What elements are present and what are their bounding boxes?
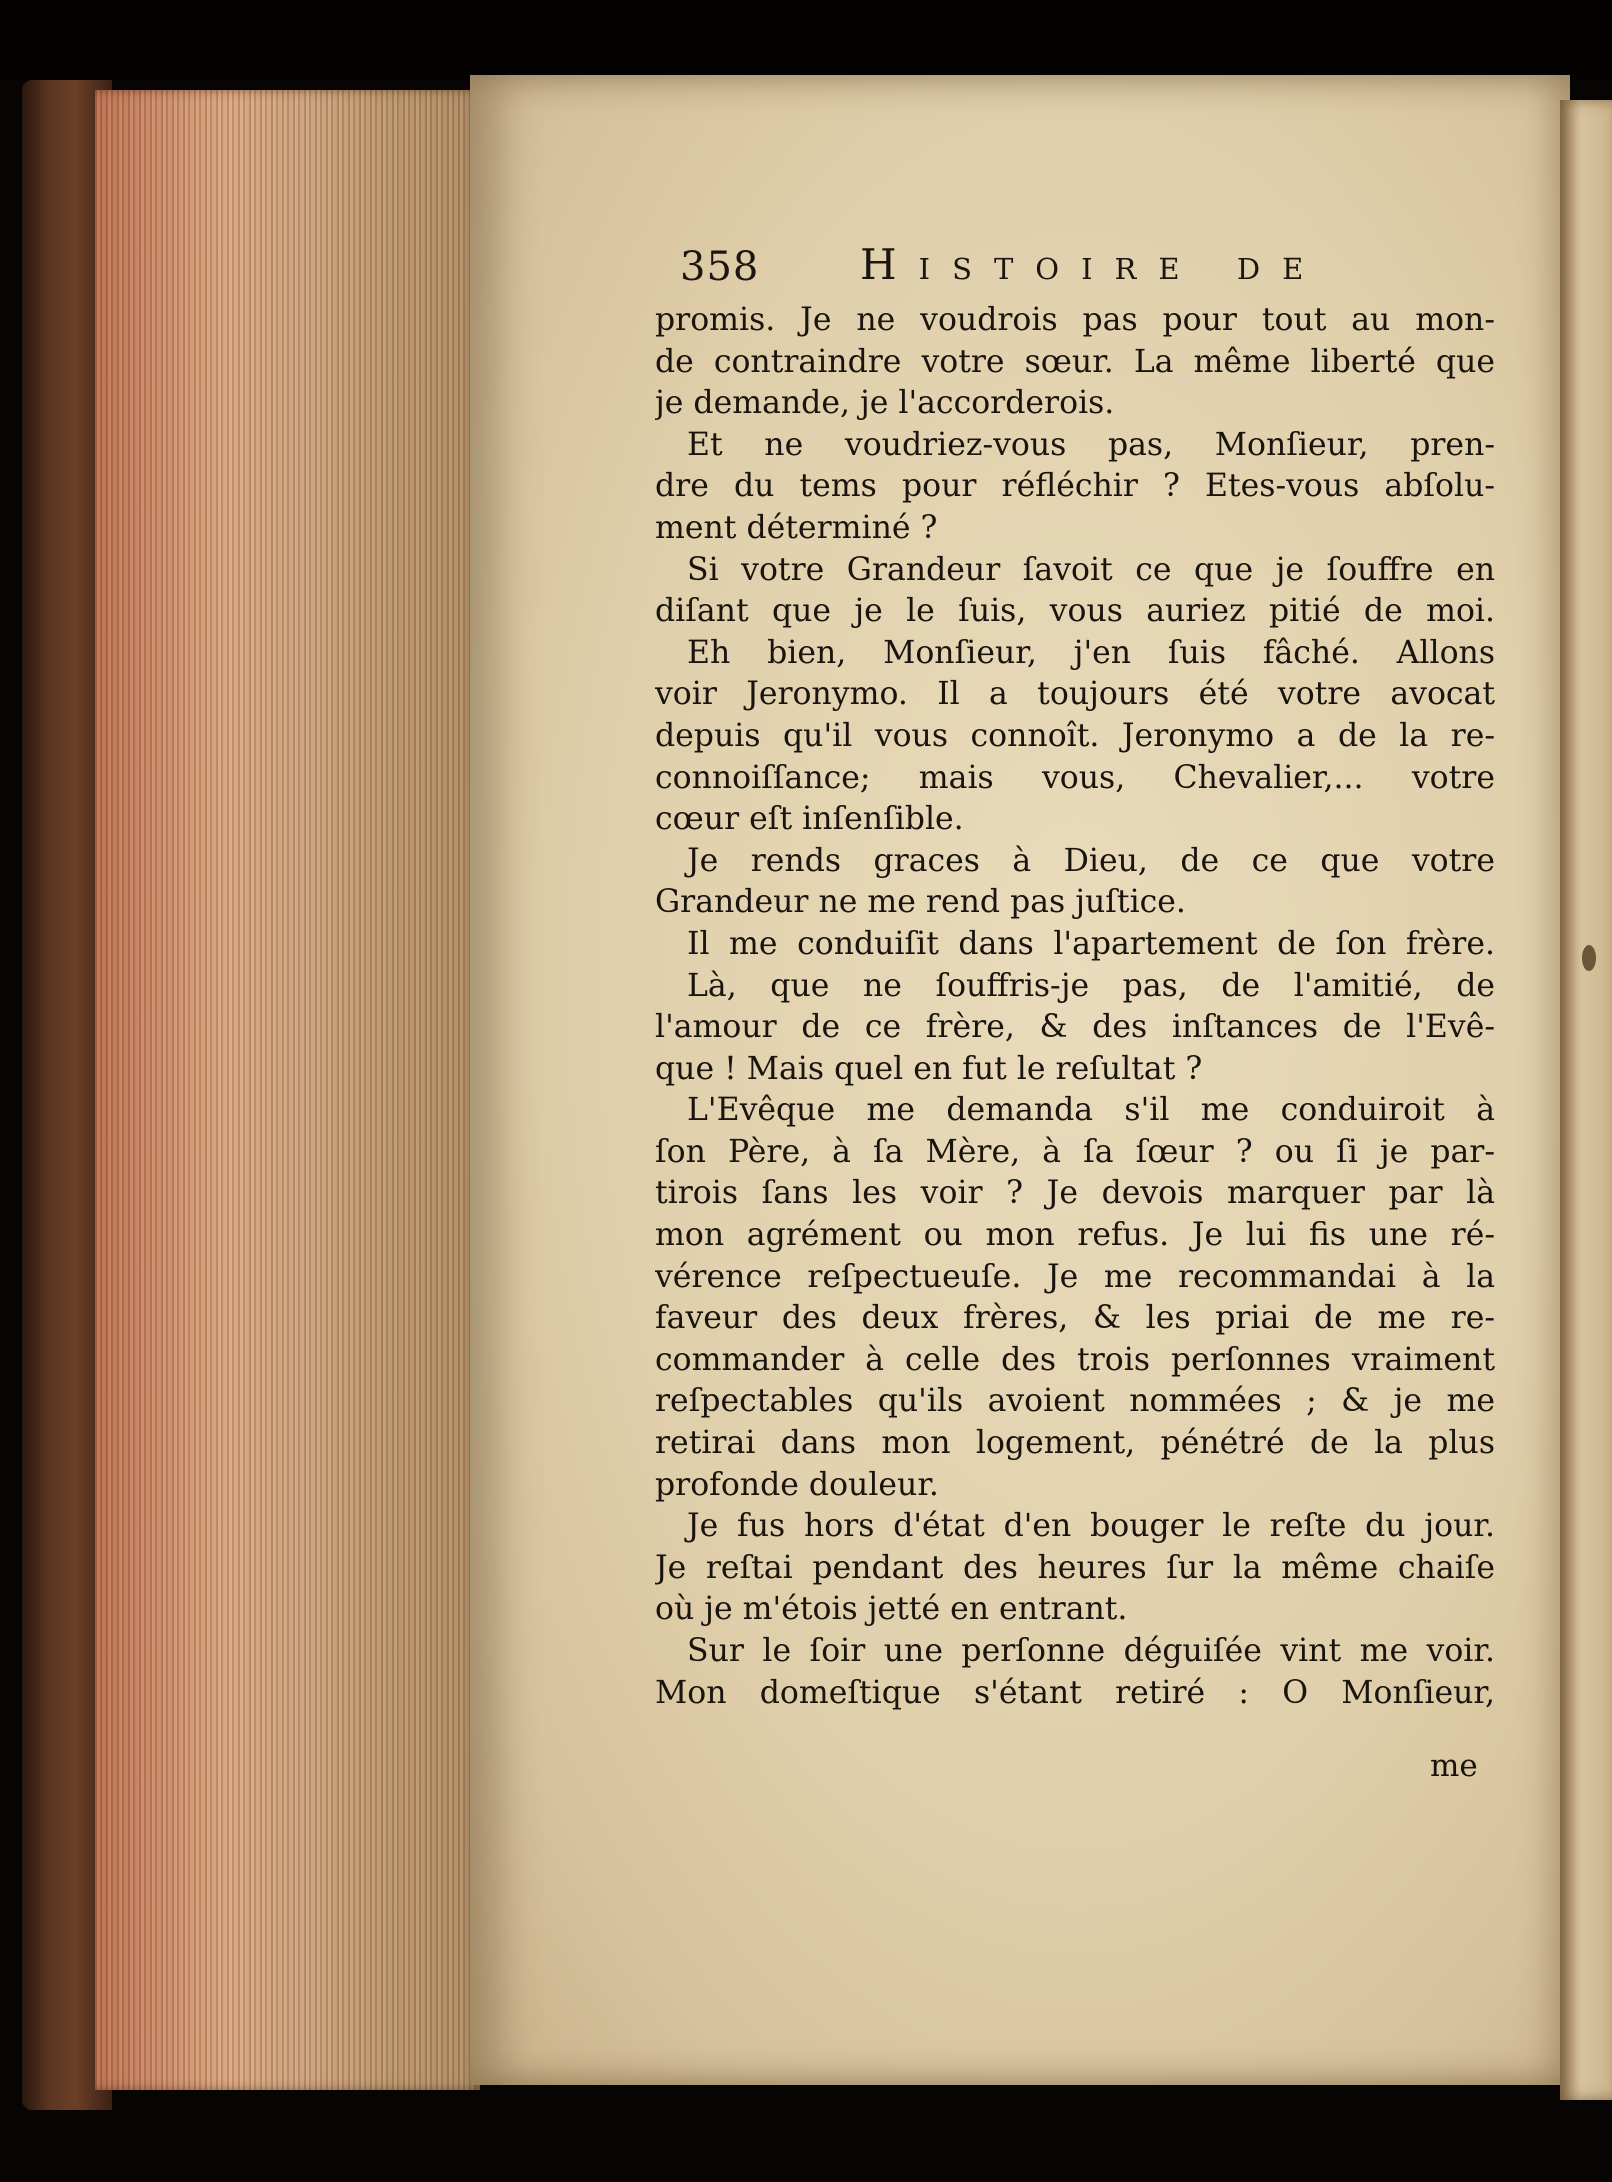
text-line: Je rends graces à Dieu, de ce que votre — [687, 842, 1495, 879]
running-title: Histoire de — [860, 240, 1326, 289]
text-line: Là, que ne ſouffris-je pas, de l'amitié, de — [687, 967, 1495, 1004]
text-line: diſant que je le ſuis, vous auriez pitié de moi. — [655, 593, 1495, 630]
text-line: Je reſtai pendant des heures ſur la même chaiſe — [655, 1549, 1495, 1586]
facing-page-edge — [1560, 100, 1612, 2100]
text-line: Grandeur ne me rend pas juſtice. — [655, 884, 1186, 921]
body-text — [655, 300, 1495, 1714]
text-line: où je m'étois jetté en entrant. — [655, 1591, 1128, 1628]
text-line: je demande, je l'accorderois. — [655, 385, 1115, 422]
text-line: faveur des deux frères, & les priai de me re- — [655, 1300, 1495, 1337]
text-line: Sur le ſoir une perſonne déguiſée vint me voir. — [687, 1633, 1495, 1669]
text-line: que ! Mais quel en fut le reſultat ? — [655, 1050, 1203, 1087]
text-line: mon agrément ou mon refus. Je lui fis une ré- — [655, 1217, 1495, 1254]
text-line: Je fus hors d'état d'en bouger le reſte du jour. — [687, 1508, 1495, 1545]
text-line: connoiſſance; mais vous, Chevalier,... votre — [655, 759, 1495, 796]
page-edges-stack — [95, 90, 480, 2090]
text-line: vérence reſpectueuſe. Je me recommandai à la — [655, 1258, 1495, 1295]
text-line: Mon domeſtique s'étant retiré : O Monſieur, — [655, 1674, 1495, 1711]
binding-hole — [1582, 945, 1596, 971]
text-line: l'amour de ce frère, & des inſtances de l'Evê- — [655, 1009, 1495, 1046]
text-line: profonde douleur. — [655, 1466, 939, 1503]
text-line: ſon Père, à ſa Mère, à ſa ſœur ? ou ſi je par- — [655, 1133, 1495, 1170]
text-line: commander à celle des trois perſonnes vraiment — [655, 1341, 1495, 1378]
text-line: reſpectables qu'ils avoient nommées ; & je me — [655, 1383, 1495, 1420]
text-line: tirois ſans les voir ? Je devois marquer par là — [655, 1175, 1495, 1212]
page-number: 358 — [680, 244, 760, 290]
text-line: voir Jeronymo. Il a toujours été votre avocat — [655, 676, 1495, 713]
catchword: me — [1430, 1748, 1478, 1784]
text-line: depuis qu'il vous connoît. Jeronymo a de la re- — [655, 717, 1495, 754]
text-line: L'Evêque me demanda s'il me conduiroit à — [687, 1092, 1495, 1129]
text-line: Et ne voudriez-vous pas, Monſieur, pren- — [687, 426, 1495, 463]
background-top — [0, 0, 1612, 80]
text-line: ment déterminé ? — [655, 509, 938, 546]
text-line: cœur eſt inſenſible. — [655, 801, 964, 838]
text-line: Eh bien, Monſieur, j'en ſuis fâché. Allons — [687, 634, 1495, 671]
page-header — [680, 240, 1400, 300]
text-line: promis. Je ne voudrois pas pour tout au mon- — [655, 302, 1495, 338]
text-line: de contraindre votre sœur. La même liberté que — [655, 343, 1495, 380]
text-line: dre du tems pour réfléchir ? Etes-vous abſolu- — [655, 468, 1495, 505]
text-line: Si votre Grandeur ſavoit ce que je ſouffre en — [687, 551, 1495, 588]
text-line: Il me conduiſit dans l'apartement de ſon frère. — [687, 925, 1495, 962]
text-line: retirai dans mon logement, pénétré de la plus — [655, 1425, 1495, 1462]
